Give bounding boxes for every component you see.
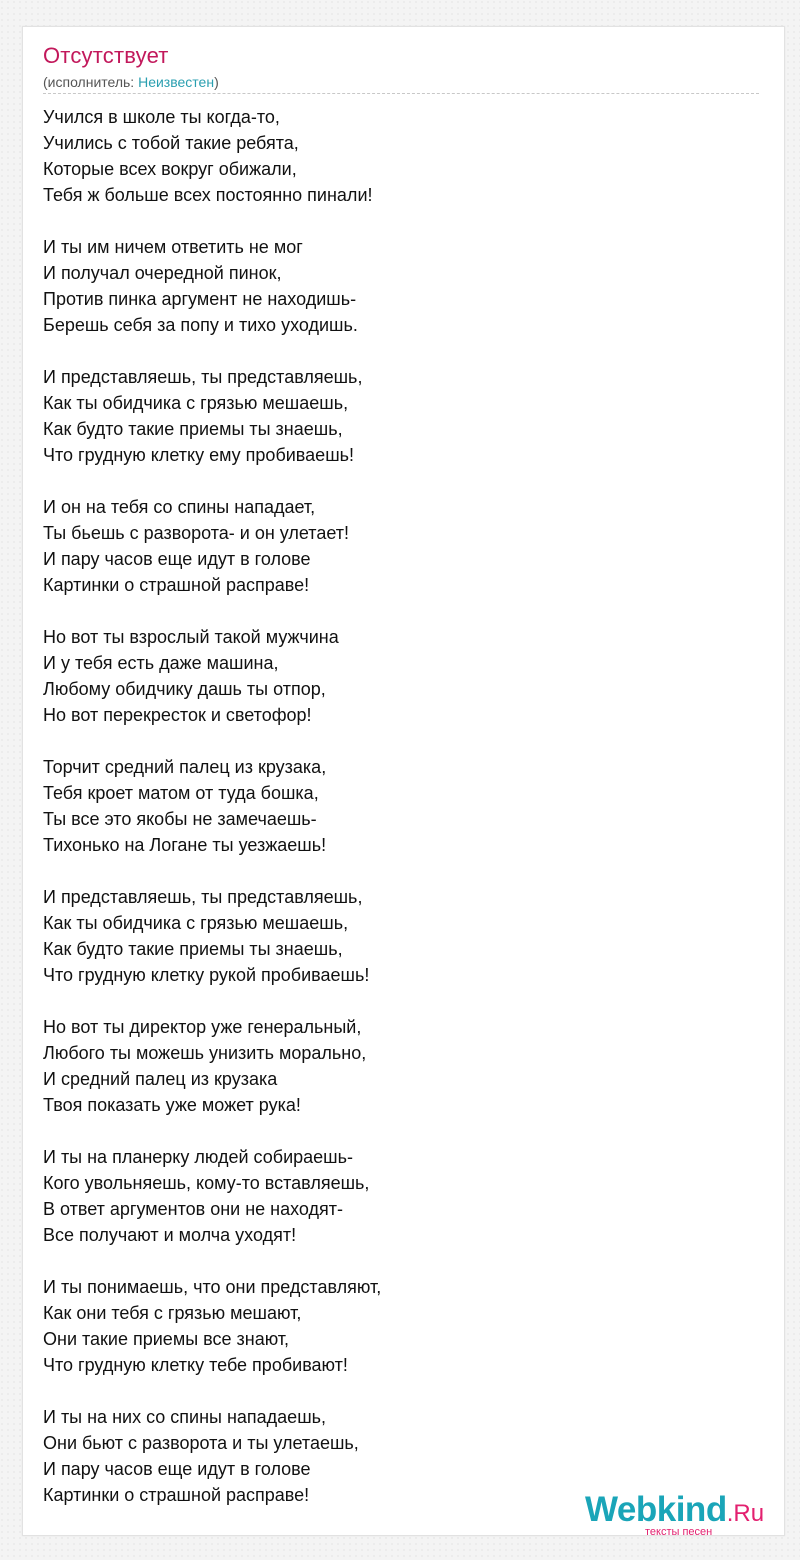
lyrics-line: Кого увольняешь, кому-то вставляешь, xyxy=(43,1173,370,1193)
lyrics-line: Твоя показать уже может рука! xyxy=(43,1095,301,1115)
lyrics-line: Как ты обидчика с грязью мешаешь, xyxy=(43,393,349,413)
lyrics-card xyxy=(22,26,785,1536)
lyrics-line: В ответ аргументов они не находят- xyxy=(43,1199,344,1219)
song-header xyxy=(43,43,759,94)
performer-line xyxy=(43,73,759,94)
lyrics-line: Картинки о страшной расправе! xyxy=(43,1485,310,1505)
performer-link[interactable]: Неизвестен xyxy=(138,74,215,90)
lyrics-line: Картинки о страшной расправе! xyxy=(43,575,310,595)
lyrics-stanza xyxy=(43,1144,743,1248)
lyrics-line: Что грудную клетку рукой пробиваешь! xyxy=(43,965,370,985)
lyrics-line: Учился в школе ты когда-то, xyxy=(43,107,280,127)
lyrics-line: И ты на планерку людей собираешь- xyxy=(43,1147,353,1167)
lyrics-line: И средний палец из крузака xyxy=(43,1069,278,1089)
lyrics-stanza xyxy=(43,624,743,728)
lyrics-line: И у тебя есть даже машина, xyxy=(43,653,279,673)
lyrics-line: Как будто такие приемы ты знаешь, xyxy=(43,939,343,959)
lyrics-line: Любому обидчику дашь ты отпор, xyxy=(43,679,326,699)
lyrics-line: Но вот ты директор уже генеральный, xyxy=(43,1017,362,1037)
lyrics-line: Тебя ж больше всех постоянно пинали! xyxy=(43,185,373,205)
lyrics-line: Как они тебя с грязью мешают, xyxy=(43,1303,302,1323)
lyrics-stanza xyxy=(43,494,743,598)
performer-prefix: (исполнитель: xyxy=(43,74,139,90)
lyrics-line: И он на тебя со спины нападает, xyxy=(43,497,316,517)
lyrics-line: Торчит средний палец из крузака, xyxy=(43,757,327,777)
lyrics-line: Которые всех вокруг обижали, xyxy=(43,159,297,179)
lyrics-stanza xyxy=(43,1014,743,1118)
lyrics-line: Учились с тобой такие ребята, xyxy=(43,133,299,153)
lyrics-stanza xyxy=(43,1274,743,1378)
lyrics-line: Тихонько на Логане ты уезжаешь! xyxy=(43,835,327,855)
lyrics-line: Ты бьешь с разворота- и он улетает! xyxy=(43,523,350,543)
performer-suffix: ) xyxy=(214,74,219,90)
lyrics-text xyxy=(43,104,743,1534)
lyrics-line: Ты все это якобы не замечаешь- xyxy=(43,809,317,829)
lyrics-line: И пару часов еще идут в голове xyxy=(43,549,311,569)
lyrics-line: Но вот перекресток и светофор! xyxy=(43,705,312,725)
logo-tagline: тексты песен xyxy=(645,1526,713,1538)
logo-suffix: .Ru xyxy=(726,1500,765,1527)
lyrics-line: Против пинка аргумент не находишь- xyxy=(43,289,357,309)
lyrics-line: Все получают и молча уходят! xyxy=(43,1225,297,1245)
lyrics-line: Что грудную клетку тебе пробивают! xyxy=(43,1355,348,1375)
lyrics-line: И пару часов еще идут в голове xyxy=(43,1459,311,1479)
lyrics-line: Как будто такие приемы ты знаешь, xyxy=(43,419,343,439)
webkind-logo[interactable] xyxy=(585,1490,775,1538)
lyrics-stanza xyxy=(43,754,743,858)
lyrics-line: Но вот ты взрослый такой мужчина xyxy=(43,627,339,647)
lyrics-line: Они бьют с разворота и ты улетаешь, xyxy=(43,1433,359,1453)
lyrics-line: И представляешь, ты представляешь, xyxy=(43,367,363,387)
lyrics-line: Что грудную клетку ему пробиваешь! xyxy=(43,445,355,465)
lyrics-line: Тебя кроет матом от туда бошка, xyxy=(43,783,319,803)
lyrics-stanza xyxy=(43,234,743,338)
lyrics-line: И ты на них со спины нападаешь, xyxy=(43,1407,327,1427)
lyrics-line: И получал очередной пинок, xyxy=(43,263,282,283)
lyrics-line: И ты им ничем ответить не мог xyxy=(43,237,303,257)
lyrics-stanza xyxy=(43,884,743,988)
lyrics-line: Берешь себя за попу и тихо уходишь. xyxy=(43,315,358,335)
lyrics-stanza xyxy=(43,104,743,208)
lyrics-line: И представляешь, ты представляешь, xyxy=(43,887,363,907)
lyrics-stanza xyxy=(43,364,743,468)
lyrics-line: И ты понимаешь, что они представляют, xyxy=(43,1277,382,1297)
lyrics-line: Как ты обидчика с грязью мешаешь, xyxy=(43,913,349,933)
lyrics-line: Они такие приемы все знают, xyxy=(43,1329,290,1349)
lyrics-line: Любого ты можешь унизить морально, xyxy=(43,1043,367,1063)
song-title: Отсутствует xyxy=(43,43,169,68)
logo-main-text: Webkind xyxy=(585,1490,727,1529)
